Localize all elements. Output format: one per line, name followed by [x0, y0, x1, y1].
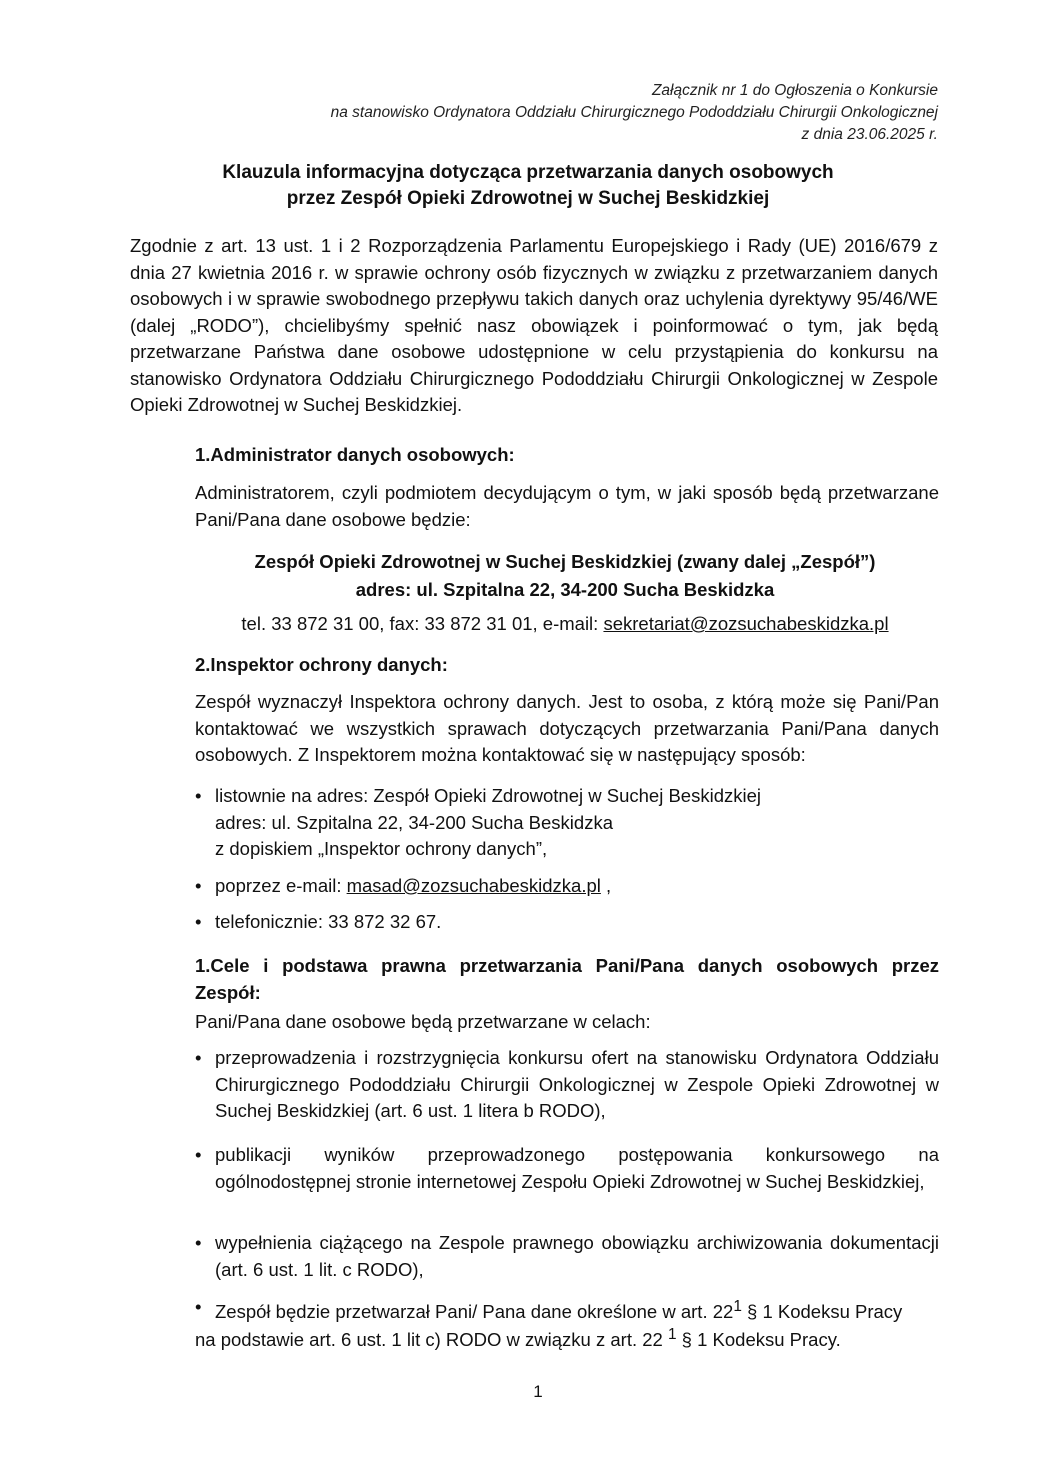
organization-address: adres: ul. Szpitalna 22, 34-200 Sucha Beskidzka [355, 579, 775, 600]
labour-code-text-d: § 1 Kodeksu Pracy. [676, 1329, 841, 1351]
bullet-icon: • [195, 1296, 202, 1317]
organization-block [0, 548, 1056, 604]
section-2-text: Zespół wyznaczył Inspektora ochrony danych. Jest to osoba, z którą może się Pani/Pan kontaktować we wszystkich sprawach dotyczących przetwarzania Pani/Pana danych osobowych. Z Inspektorem można kontaktować się w następujący sposób: [195, 691, 939, 765]
section-1-heading: 1.Administrator danych osobowych: [195, 444, 515, 465]
purpose-publication: publikacji wyników przeprowadzonego postępowania konkursowego na ogólnodostępnej stronie internetowej Zespołu Opieki Zdrowotnej w Suchej Beskidzkiej, [215, 1144, 939, 1192]
postal-contact-line-3: z dopiskiem „Inspektor ochrony danych”, [215, 838, 548, 859]
list-item [195, 1142, 939, 1195]
labour-code-continuation [195, 1322, 939, 1354]
list-item [195, 873, 939, 900]
section-3-heading: 1.Cele i podstawa prawna przetwarzania Pani/Pana danych osobowych przez Zespół: [195, 955, 939, 1003]
email-contact-label: poprzez e-mail: [215, 875, 347, 896]
inspector-email-link[interactable]: masad@zozsuchabeskidzka.pl [346, 875, 601, 896]
purpose-contest: przeprowadzenia i rozstrzygnięcia konkursu ofert na stanowisku Ordynatora Oddziału Chirurgicznego Pododdziału Chirurgii Onkologicznej w Zespole Opieki Zdrowotnej w Suchej Beskidzkiej (art. 6 ust. 1 litera b RODO), [215, 1047, 939, 1121]
section-1-text: Administratorem, czyli podmiotem decydującym o tym, w jaki sposób będą przetwarzane Pani/Pana dane osobowe będzie: [195, 482, 939, 530]
postal-contact-line-1: listownie na adres: Zespół Opieki Zdrowotnej w Suchej Beskidzkiej [215, 785, 762, 806]
labour-code-sup-2: 1 [667, 1326, 677, 1343]
bullet-icon: • [195, 1047, 202, 1068]
annex-line-3: z dnia 23.06.2025 r. [801, 126, 938, 143]
annex-line-1: Załącznik nr 1 do Ogłoszenia o Konkursie [651, 82, 938, 99]
intro-paragraph: Zgodnie z art. 13 ust. 1 i 2 Rozporządzenia Parlamentu Europejskiego i Rady (UE) 2016/679 z dnia 27 kwietnia 2016 r. w sprawie ochrony osób fizycznych w związku z przetwarzaniem danych osobowych i w sprawie swobodnego przepływu takich danych oraz uchylenia dyrektywy 95/46/WE (dalej „RODO”), chcielibyśmy spełnić nasz obowiązek i poinformować o tym, jak będą przetwarzane Państwa dane osobowe udostępnione w celu przystąpienia do konkursu na stanowisko Ordynatora Oddziału Chirurgicznego Pododdziału Chirurgii Onkologicznej w Zespole Opieki Zdrowotnej w Suchej Beskidzkiej. [130, 235, 938, 415]
labour-code-sup-1: 1 [733, 1298, 742, 1315]
contact-line [0, 610, 1056, 638]
document-title [0, 160, 1056, 212]
contact-text: tel. 33 872 31 00, fax: 33 872 31 01, e-mail: [241, 613, 604, 634]
annex-line-2: na stanowisko Ordynatora Oddziału Chirurgicznego Pododdziału Chirurgii Onkologicznej [330, 104, 938, 121]
annex-header [331, 80, 938, 146]
list-item [195, 909, 939, 936]
organization-name: Zespół Opieki Zdrowotnej w Suchej Beskidzkiej (zwany dalej „Zespół”) [254, 551, 876, 572]
section-2-heading: 2.Inspektor ochrony danych: [195, 654, 448, 675]
purpose-labour-code [215, 1294, 939, 1326]
bullet-icon: • [195, 785, 202, 806]
purpose-archiving: wypełnienia ciążącego na Zespole prawnego obowiązku archiwizowania dokumentacji (art. 6 ust. 1 lit. c RODO), [215, 1232, 939, 1280]
phone-contact: telefonicznie: 33 872 32 67. [215, 911, 442, 932]
labour-code-text-b: § 1 Kodeksu Pracy [741, 1301, 903, 1323]
page-number: 1 [533, 1382, 543, 1401]
list-item [195, 1045, 939, 1125]
list-item [195, 1230, 939, 1283]
labour-code-text-a: Zespół będzie przetwarzał Pani/ Pana dane określone w art. 22 [215, 1301, 734, 1323]
bullet-icon: • [195, 911, 202, 932]
title-line-1: Klauzula informacyjna dotycząca przetwarzania danych osobowych [222, 162, 834, 183]
bullet-icon: • [195, 1232, 202, 1253]
bullet-icon: • [195, 875, 202, 896]
bullet-icon: • [195, 1144, 202, 1165]
section-3-text: Pani/Pana dane osobowe będą przetwarzane w celach: [195, 1011, 651, 1032]
title-line-2: przez Zespół Opieki Zdrowotnej w Suchej Beskidzkiej [286, 188, 770, 209]
email-contact-suffix: , [600, 875, 612, 896]
list-item [195, 783, 939, 863]
postal-contact-line-2: adres: ul. Szpitalna 22, 34-200 Sucha Beskidzka [215, 811, 613, 833]
list-item [195, 1294, 939, 1326]
secretariat-email-link[interactable]: sekretariat@zozsuchabeskidzka.pl [603, 613, 889, 634]
labour-code-text-c: na podstawie art. 6 ust. 1 lit c) RODO w związku z art. 22 [195, 1329, 668, 1351]
